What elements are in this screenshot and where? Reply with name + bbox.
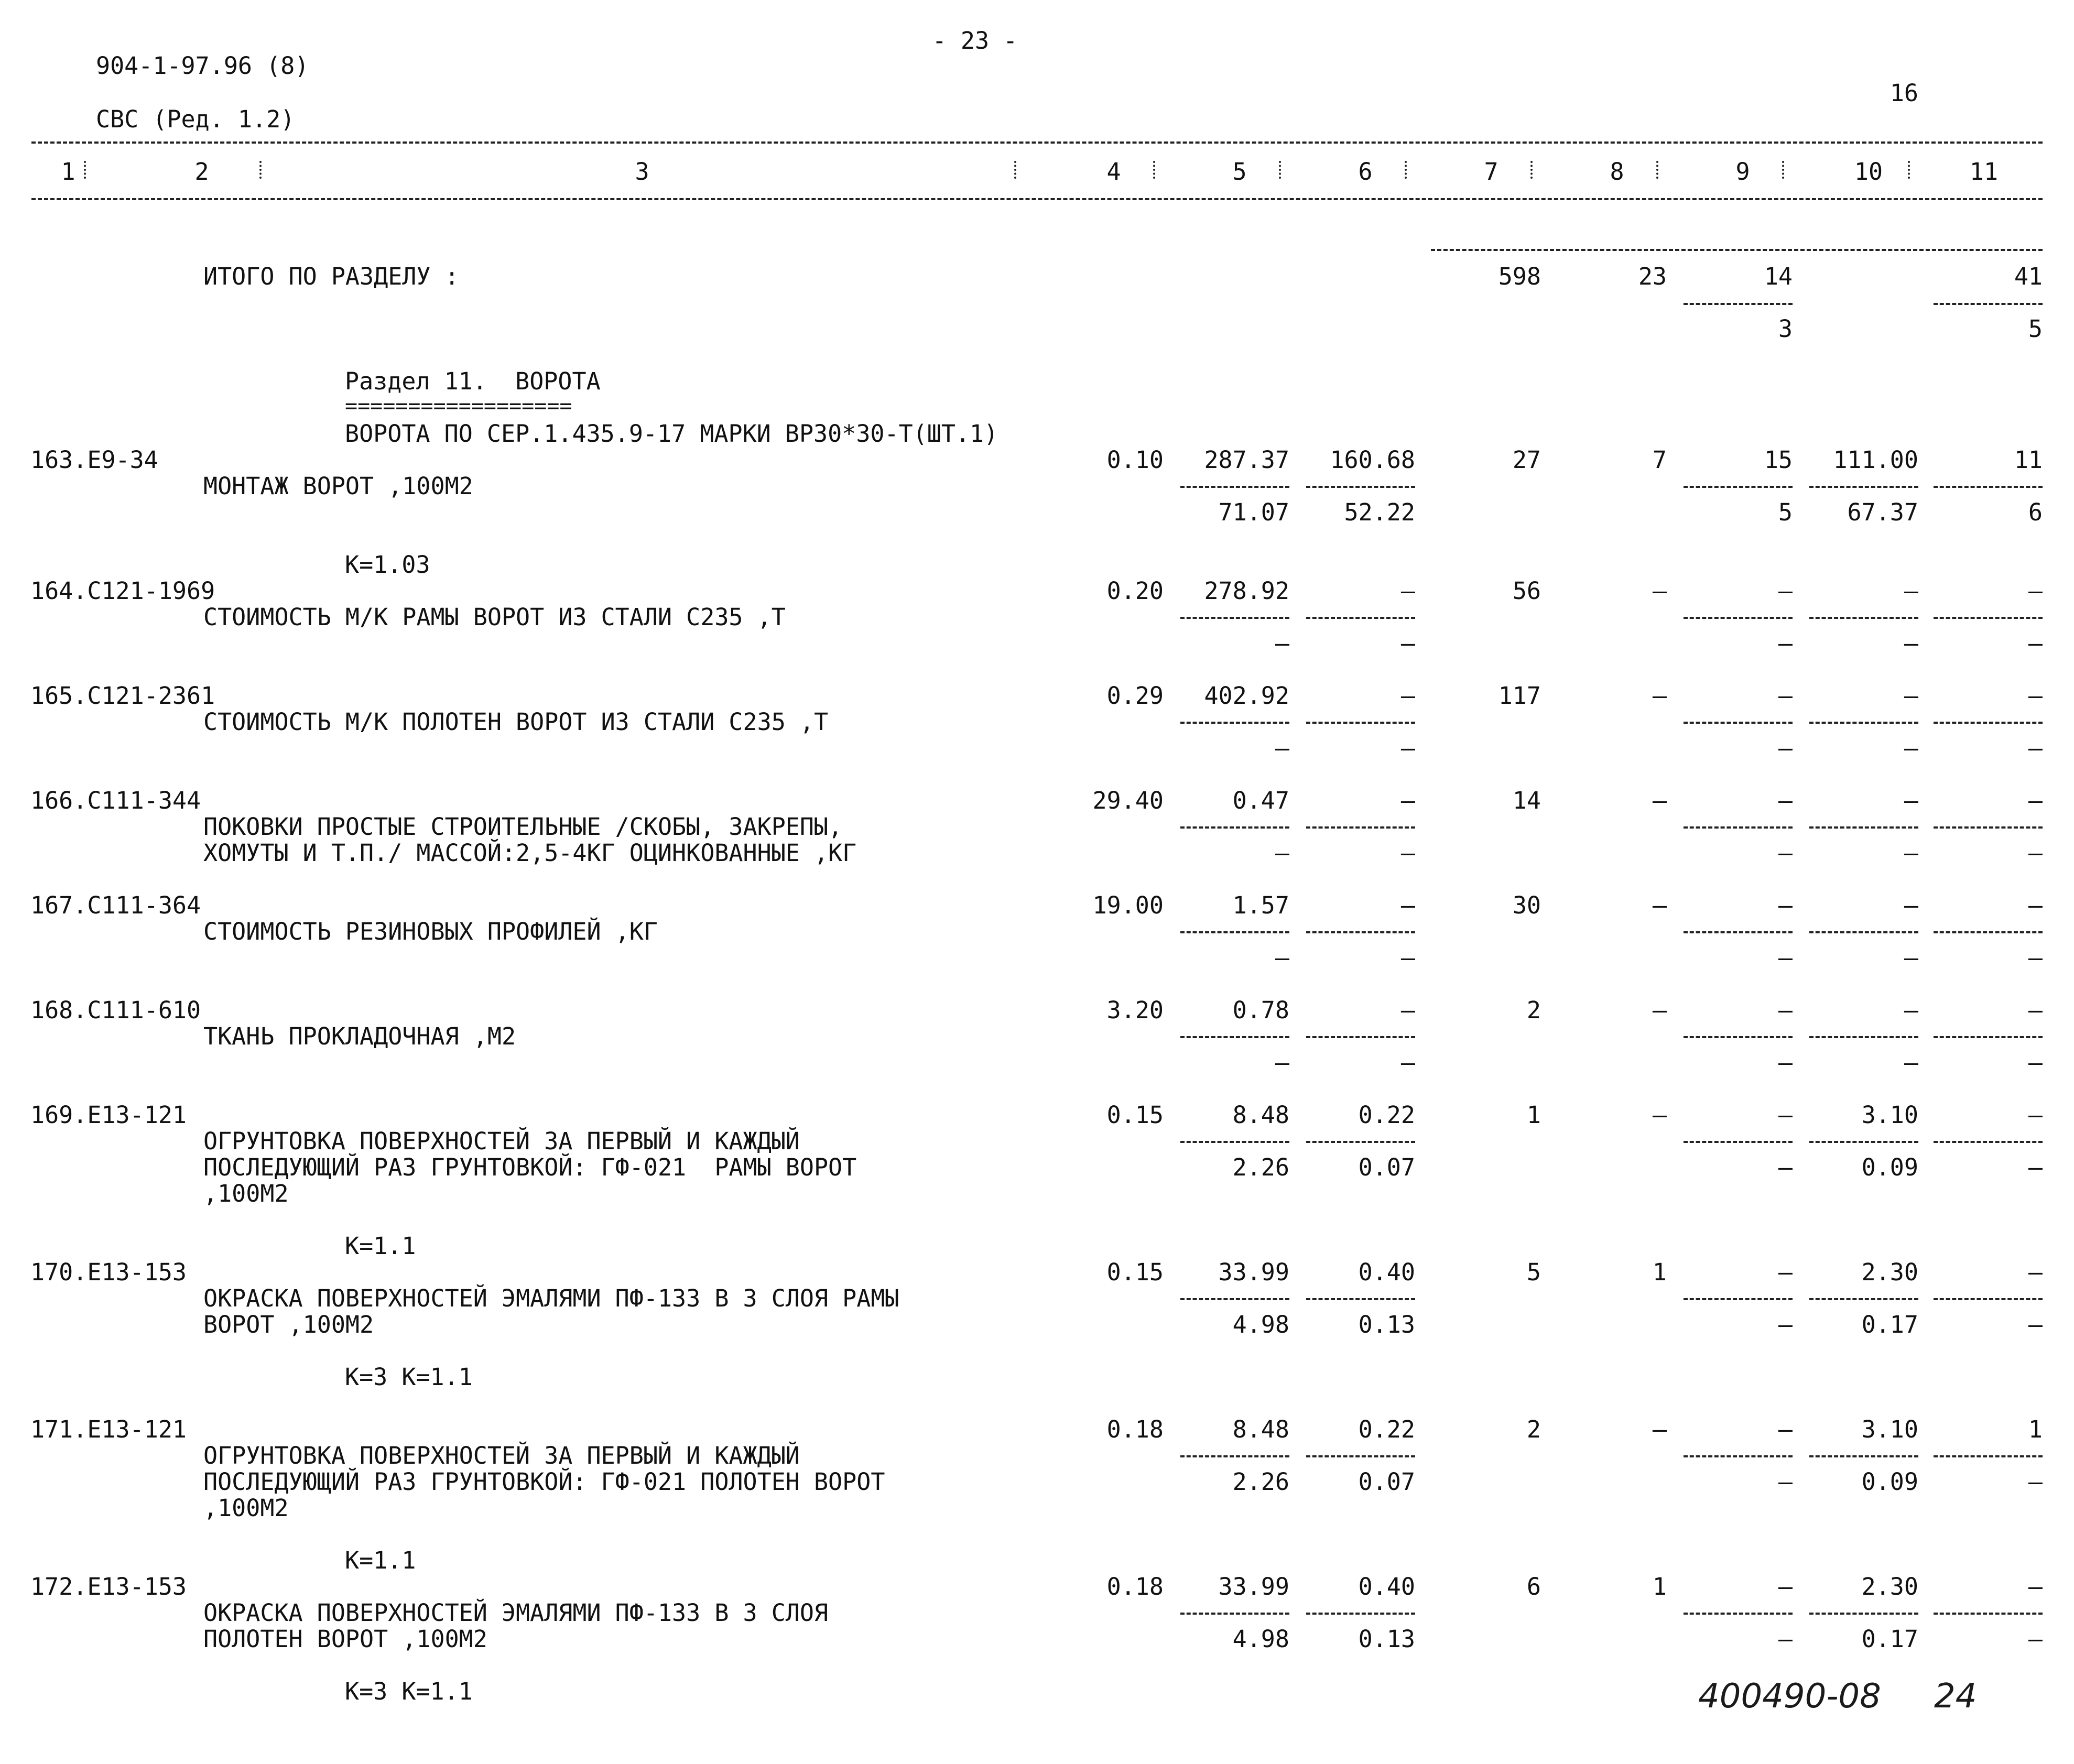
cell-c9-bottom: 5 — [1778, 498, 1793, 526]
cell-divider — [1809, 931, 1918, 933]
column-header-10: 10 — [1854, 158, 1883, 186]
cell-c7-top: 1 — [1526, 1101, 1541, 1129]
cell-c11-bottom: 6 — [2028, 498, 2043, 526]
row-description-line: СТОИМОСТЬ М/К РАМЫ ВОРОТ ИЗ СТАЛИ С235 ,Т — [203, 603, 786, 631]
cell-c11-bottom: – — [2028, 1468, 2043, 1496]
row-description-line: ОГРУНТОВКА ПОВЕРХНОСТЕЙ ЗА ПЕРВЫЙ И КАЖДЫЙ — [203, 1127, 800, 1155]
cell-c9-top: – — [1778, 1573, 1793, 1600]
cell-c10-top: 2.30 — [1861, 1573, 1918, 1600]
cell-c10-bottom: 0.09 — [1861, 1153, 1918, 1181]
column-separator — [1153, 161, 1157, 179]
cell-c11-top: – — [2028, 1258, 2043, 1286]
cell-divider — [1306, 1613, 1415, 1615]
column-separator — [1656, 161, 1660, 179]
cell-c10-bottom: – — [1904, 1049, 1918, 1076]
total-col11: 41 — [2014, 263, 2043, 290]
cell-c6-bottom: – — [1400, 734, 1415, 762]
cell-c6-top: – — [1400, 996, 1415, 1024]
cell-c8-top: 1 — [1652, 1573, 1667, 1600]
cell-divider — [1684, 617, 1793, 619]
cell-c11-bottom: – — [2028, 1625, 2043, 1653]
cell-divider — [1934, 1141, 2043, 1143]
cell-c6-top: – — [1400, 577, 1415, 605]
cell-c9-bottom: – — [1778, 839, 1793, 867]
cell-c9-bottom: – — [1778, 1625, 1793, 1653]
cell-c4-top: 0.20 — [1106, 577, 1164, 605]
cell-c6-bottom: 0.13 — [1358, 1311, 1415, 1338]
cell-c9-top: – — [1778, 891, 1793, 919]
row-code: 168.С111-610 — [30, 996, 201, 1024]
cell-c5-bottom: – — [1275, 839, 1289, 867]
cell-c7-top: 27 — [1512, 446, 1541, 474]
cell-c6-bottom: – — [1400, 1049, 1415, 1076]
cell-c10-bottom: – — [1904, 734, 1918, 762]
cell-c10-top: 3.10 — [1861, 1101, 1918, 1129]
total-col7: 598 — [1498, 263, 1541, 290]
cell-c9-top: – — [1778, 577, 1793, 605]
row-description-line: ПОЛОТЕН ВОРОТ ,100М2 — [203, 1625, 487, 1653]
cell-divider — [1809, 722, 1918, 724]
cell-c7-top: 30 — [1512, 891, 1541, 919]
row-coefficient: К=1.1 — [345, 1232, 416, 1260]
cell-c7-top: 56 — [1512, 577, 1541, 605]
cell-divider — [1809, 1455, 1918, 1457]
cell-c5-bottom: 2.26 — [1232, 1468, 1289, 1496]
cell-c11-top: – — [2028, 577, 2043, 605]
cell-c4-top: 19.00 — [1092, 891, 1164, 919]
row-code: 171.Е13-121 — [30, 1415, 187, 1443]
cell-c11-bottom: – — [2028, 1153, 2043, 1181]
cell-c11-top: 11 — [2014, 446, 2043, 474]
section-title-underline: ================== — [345, 394, 572, 418]
row-code: 167.С111-364 — [30, 891, 201, 919]
sheet-number: 16 — [1890, 79, 1918, 107]
cell-c5-bottom: 4.98 — [1232, 1311, 1289, 1338]
cell-divider — [1306, 826, 1415, 829]
cell-divider — [1934, 1455, 2043, 1457]
cell-divider — [1684, 1036, 1793, 1038]
row-description-line: ПОКОВКИ ПРОСТЫЕ СТРОИТЕЛЬНЫЕ /СКОБЫ, ЗАКРЕПЫ, — [203, 813, 843, 841]
cell-c9-top: – — [1778, 996, 1793, 1024]
section-total-label: ИТОГО ПО РАЗДЕЛУ : — [203, 263, 459, 290]
row-code: 166.С111-344 — [30, 787, 201, 814]
column-header-6: 6 — [1358, 158, 1373, 186]
cell-divider — [1684, 722, 1793, 724]
total-col9: 14 — [1764, 263, 1793, 290]
row-description-line: ОКРАСКА ПОВЕРХНОСТЕЙ ЭМАЛЯМИ ПФ-133 В 3 СЛОЯ — [203, 1599, 829, 1627]
cell-c8-top: – — [1652, 1415, 1667, 1443]
cell-c6-top: 0.22 — [1358, 1101, 1415, 1129]
cell-c9-bottom: – — [1778, 734, 1793, 762]
cell-c6-bottom: 52.22 — [1344, 498, 1415, 526]
row-coefficient: К=3 К=1.1 — [345, 1363, 473, 1391]
cell-c11-bottom: – — [2028, 734, 2043, 762]
cell-c9-bottom: – — [1778, 1311, 1793, 1338]
cell-c6-top: – — [1400, 891, 1415, 919]
cell-c10-top: 3.10 — [1861, 1415, 1918, 1443]
cell-c5-bottom: 2.26 — [1232, 1153, 1289, 1181]
cell-divider — [1180, 1613, 1289, 1615]
cell-c5-bottom: – — [1275, 734, 1289, 762]
cell-c5-bottom: – — [1275, 1049, 1289, 1076]
cell-c9-bottom: – — [1778, 629, 1793, 657]
column-separator — [1530, 161, 1535, 179]
cell-c5-bottom: – — [1275, 944, 1289, 972]
cell-c7-top: 14 — [1512, 787, 1541, 814]
cell-divider — [1684, 1455, 1793, 1457]
column-header-7: 7 — [1484, 158, 1499, 186]
cell-c8-top: – — [1652, 996, 1667, 1024]
cell-c10-top: – — [1904, 891, 1918, 919]
row-description-line: ,100М2 — [203, 1180, 289, 1207]
cell-c9-bottom: – — [1778, 1153, 1793, 1181]
column-separator — [1782, 161, 1786, 179]
header-top-rule — [31, 141, 2043, 144]
row-code: 164.С121-1969 — [30, 577, 215, 605]
column-header-5: 5 — [1232, 158, 1247, 186]
row-coefficient: К=3 К=1.1 — [345, 1678, 473, 1705]
row-description-line: ХОМУТЫ И Т.П./ МАССОЙ:2,5-4КГ ОЦИНКОВАННЫЕ ,КГ — [203, 839, 857, 867]
cell-c10-top: – — [1904, 787, 1918, 814]
cell-divider — [1809, 826, 1918, 829]
cell-c10-bottom: 67.37 — [1847, 498, 1918, 526]
cell-c6-bottom: 0.07 — [1358, 1468, 1415, 1496]
cell-divider — [1180, 826, 1289, 829]
cell-c5-bottom: – — [1275, 629, 1289, 657]
cell-c4-top: 0.10 — [1106, 446, 1164, 474]
cell-c5-top: 0.78 — [1232, 996, 1289, 1024]
column-header-9: 9 — [1735, 158, 1750, 186]
cell-c9-bottom: – — [1778, 1049, 1793, 1076]
cell-c10-bottom: – — [1904, 944, 1918, 972]
page-number: - 23 - — [932, 27, 1018, 55]
total-col8: 23 — [1638, 263, 1667, 290]
column-separator — [1908, 161, 1912, 179]
cell-c9-bottom: – — [1778, 944, 1793, 972]
cell-divider — [1684, 826, 1793, 829]
row-code: 163.Е9-34 — [30, 446, 158, 474]
cell-c8-top: – — [1652, 1101, 1667, 1129]
cell-c4-top: 0.18 — [1106, 1573, 1164, 1600]
handwritten-code: 400490-08 — [1698, 1677, 1881, 1716]
cell-c6-bottom: 0.07 — [1358, 1153, 1415, 1181]
cell-divider — [1180, 1298, 1289, 1300]
cell-divider — [1180, 1141, 1289, 1143]
total-rule — [1431, 249, 2043, 251]
cell-c5-top: 0.47 — [1232, 787, 1289, 814]
row-description-line: СТОИМОСТЬ М/К ПОЛОТЕН ВОРОТ ИЗ СТАЛИ С235 ,Т — [203, 708, 829, 736]
cell-c11-top: – — [2028, 682, 2043, 710]
cell-c6-bottom: – — [1400, 629, 1415, 657]
cell-c8-top: – — [1652, 891, 1667, 919]
cell-c6-top: – — [1400, 787, 1415, 814]
column-separator — [259, 161, 264, 179]
cell-c9-top: 15 — [1764, 446, 1793, 474]
row-description-line: ОГРУНТОВКА ПОВЕРХНОСТЕЙ ЗА ПЕРВЫЙ И КАЖДЫЙ — [203, 1442, 800, 1469]
cell-c11-top: – — [2028, 1101, 2043, 1129]
cell-c11-bottom: – — [2028, 629, 2043, 657]
cell-c5-top: 1.57 — [1232, 891, 1289, 919]
cell-c10-top: – — [1904, 577, 1918, 605]
row-code: 165.С121-2361 — [30, 682, 215, 710]
cell-c10-top: 2.30 — [1861, 1258, 1918, 1286]
cell-c6-bottom: – — [1400, 944, 1415, 972]
cell-c10-top: – — [1904, 996, 1918, 1024]
cell-c5-top: 278.92 — [1204, 577, 1289, 605]
section-subtitle: ВОРОТА ПО СЕР.1.435.9-17 МАРКИ ВР30*30-Т(ШТ.1) — [345, 420, 998, 448]
cell-c9-top: – — [1778, 1258, 1793, 1286]
cell-c7-top: 117 — [1498, 682, 1541, 710]
cell-c8-top: – — [1652, 577, 1667, 605]
section-title: Раздел 11. ВОРОТА — [345, 367, 601, 395]
cell-divider — [1180, 1036, 1289, 1038]
cell-c6-top: – — [1400, 682, 1415, 710]
cell-divider — [1306, 486, 1415, 488]
cell-c9-bottom: – — [1778, 1468, 1793, 1496]
column-separator — [1405, 161, 1409, 179]
cell-c10-top: 111.00 — [1833, 446, 1918, 474]
cell-c7-top: 6 — [1526, 1573, 1541, 1600]
column-separator — [84, 161, 88, 179]
row-description-line: МОНТАЖ ВОРОТ ,100М2 — [203, 472, 473, 500]
row-code: 169.Е13-121 — [30, 1101, 187, 1129]
cell-c4-top: 29.40 — [1092, 787, 1164, 814]
cell-c11-bottom: – — [2028, 839, 2043, 867]
cell-divider — [1934, 1298, 2043, 1300]
row-description-line: ОКРАСКА ПОВЕРХНОСТЕЙ ЭМАЛЯМИ ПФ-133 В 3 СЛОЯ РАМЫ — [203, 1284, 899, 1312]
cell-divider — [1306, 931, 1415, 933]
cell-c5-top: 287.37 — [1204, 446, 1289, 474]
cell-divider — [1809, 617, 1918, 619]
row-description-line: ПОСЛЕДУЮЩИЙ РАЗ ГРУНТОВКОЙ: ГФ-021 РАМЫ ВОРОТ — [203, 1153, 857, 1181]
cell-c9-top: – — [1778, 1101, 1793, 1129]
cell-divider — [1934, 722, 2043, 724]
cell-divider — [1809, 1036, 1918, 1038]
row-description-line: СТОИМОСТЬ РЕЗИНОВЫХ ПРОФИЛЕЙ ,КГ — [203, 918, 658, 945]
cell-c6-bottom: 0.13 — [1358, 1625, 1415, 1653]
cell-divider — [1684, 1141, 1793, 1143]
cell-c6-top: 0.40 — [1358, 1573, 1415, 1600]
cell-divider — [1934, 826, 2043, 829]
cell-c10-bottom: – — [1904, 839, 1918, 867]
row-description-line: ТКАНЬ ПРОКЛАДОЧНАЯ ,М2 — [203, 1022, 516, 1050]
cell-c8-top: – — [1652, 682, 1667, 710]
cell-c4-top: 0.15 — [1106, 1101, 1164, 1129]
cell-c5-top: 8.48 — [1232, 1415, 1289, 1443]
cell-divider — [1180, 722, 1289, 724]
cell-c10-bottom: 0.09 — [1861, 1468, 1918, 1496]
cell-divider — [1180, 486, 1289, 488]
cell-c4-top: 0.18 — [1106, 1415, 1164, 1443]
column-separator — [1014, 161, 1018, 179]
row-code: 170.Е13-153 — [30, 1258, 187, 1286]
header-bottom-rule — [31, 198, 2043, 200]
cell-c9-top: – — [1778, 787, 1793, 814]
column-header-2: 2 — [194, 158, 209, 186]
cell-c7-top: 2 — [1526, 996, 1541, 1024]
cell-c11-top: – — [2028, 891, 2043, 919]
cell-divider — [1809, 1298, 1918, 1300]
cell-c8-top: – — [1652, 787, 1667, 814]
cell-divider — [1809, 1613, 1918, 1615]
cell-c11-bottom: – — [2028, 944, 2043, 972]
cell-c6-top: 160.68 — [1330, 446, 1415, 474]
cell-c5-top: 8.48 — [1232, 1101, 1289, 1129]
cell-divider — [1306, 1141, 1415, 1143]
cell-divider — [1306, 722, 1415, 724]
row-description-line: ,100М2 — [203, 1494, 289, 1522]
cell-c8-top: 1 — [1652, 1258, 1667, 1286]
cell-c9-top: – — [1778, 682, 1793, 710]
cell-divider — [1180, 931, 1289, 933]
cell-divider — [1306, 1298, 1415, 1300]
cell-divider — [1809, 1141, 1918, 1143]
cell-divider — [1809, 486, 1918, 488]
document-code: 904-1-97.96 (8) — [96, 52, 309, 80]
cell-c4-top: 0.15 — [1106, 1258, 1164, 1286]
cell-divider — [1934, 617, 2043, 619]
cell-c4-top: 0.29 — [1106, 682, 1164, 710]
cell-c10-bottom: 0.17 — [1861, 1311, 1918, 1338]
cell-c5-top: 33.99 — [1218, 1258, 1289, 1286]
cell-divider — [1934, 931, 2043, 933]
cell-c10-bottom: 0.17 — [1861, 1625, 1918, 1653]
cell-c11-top: – — [2028, 787, 2043, 814]
column-header-4: 4 — [1106, 158, 1121, 186]
cell-c10-top: – — [1904, 682, 1918, 710]
cell-c11-bottom: – — [2028, 1311, 2043, 1338]
cell-c5-bottom: 71.07 — [1218, 498, 1289, 526]
column-separator — [1279, 161, 1283, 179]
cell-divider — [1934, 1613, 2043, 1615]
column-header-3: 3 — [635, 158, 649, 186]
total-col9-sub: 3 — [1778, 315, 1793, 343]
cell-c10-bottom: – — [1904, 629, 1918, 657]
cell-c8-top: 7 — [1652, 446, 1667, 474]
cell-c11-top: – — [2028, 996, 2043, 1024]
cell-divider — [1306, 617, 1415, 619]
cell-divider — [1180, 617, 1289, 619]
cell-c6-bottom: – — [1400, 839, 1415, 867]
cell-c7-top: 5 — [1526, 1258, 1541, 1286]
row-coefficient: К=1.03 — [345, 551, 430, 579]
total-col11-rule — [1934, 303, 2043, 305]
row-description-line: ПОСЛЕДУЮЩИЙ РАЗ ГРУНТОВКОЙ: ГФ-021 ПОЛОТЕН ВОРОТ — [203, 1468, 885, 1496]
cell-c11-bottom: – — [2028, 1049, 2043, 1076]
handwritten-page: 24 — [1934, 1677, 1977, 1716]
edition-label: СВС (Ред. 1.2) — [96, 105, 295, 133]
total-col9-rule — [1684, 303, 1793, 305]
cell-c5-top: 402.92 — [1204, 682, 1289, 710]
total-col11-sub: 5 — [2028, 315, 2043, 343]
cell-divider — [1684, 1613, 1793, 1615]
column-header-1: 1 — [61, 158, 75, 186]
cell-divider — [1180, 1455, 1289, 1457]
cell-divider — [1684, 486, 1793, 488]
cell-c7-top: 2 — [1526, 1415, 1541, 1443]
row-code: 172.Е13-153 — [30, 1573, 187, 1600]
cell-c5-top: 33.99 — [1218, 1573, 1289, 1600]
cell-divider — [1306, 1036, 1415, 1038]
cell-c6-top: 0.40 — [1358, 1258, 1415, 1286]
cell-c11-top: – — [2028, 1573, 2043, 1600]
cell-divider — [1684, 931, 1793, 933]
cell-c6-top: 0.22 — [1358, 1415, 1415, 1443]
cell-c9-top: – — [1778, 1415, 1793, 1443]
cell-c11-top: 1 — [2028, 1415, 2043, 1443]
cell-divider — [1934, 486, 2043, 488]
column-header-8: 8 — [1610, 158, 1624, 186]
row-coefficient: К=1.1 — [345, 1547, 416, 1574]
cell-divider — [1684, 1298, 1793, 1300]
column-header-11: 11 — [1969, 158, 1999, 186]
cell-divider — [1306, 1455, 1415, 1457]
cell-divider — [1934, 1036, 2043, 1038]
row-description-line: ВОРОТ ,100М2 — [203, 1311, 374, 1338]
cell-c5-bottom: 4.98 — [1232, 1625, 1289, 1653]
cell-c4-top: 3.20 — [1106, 996, 1164, 1024]
